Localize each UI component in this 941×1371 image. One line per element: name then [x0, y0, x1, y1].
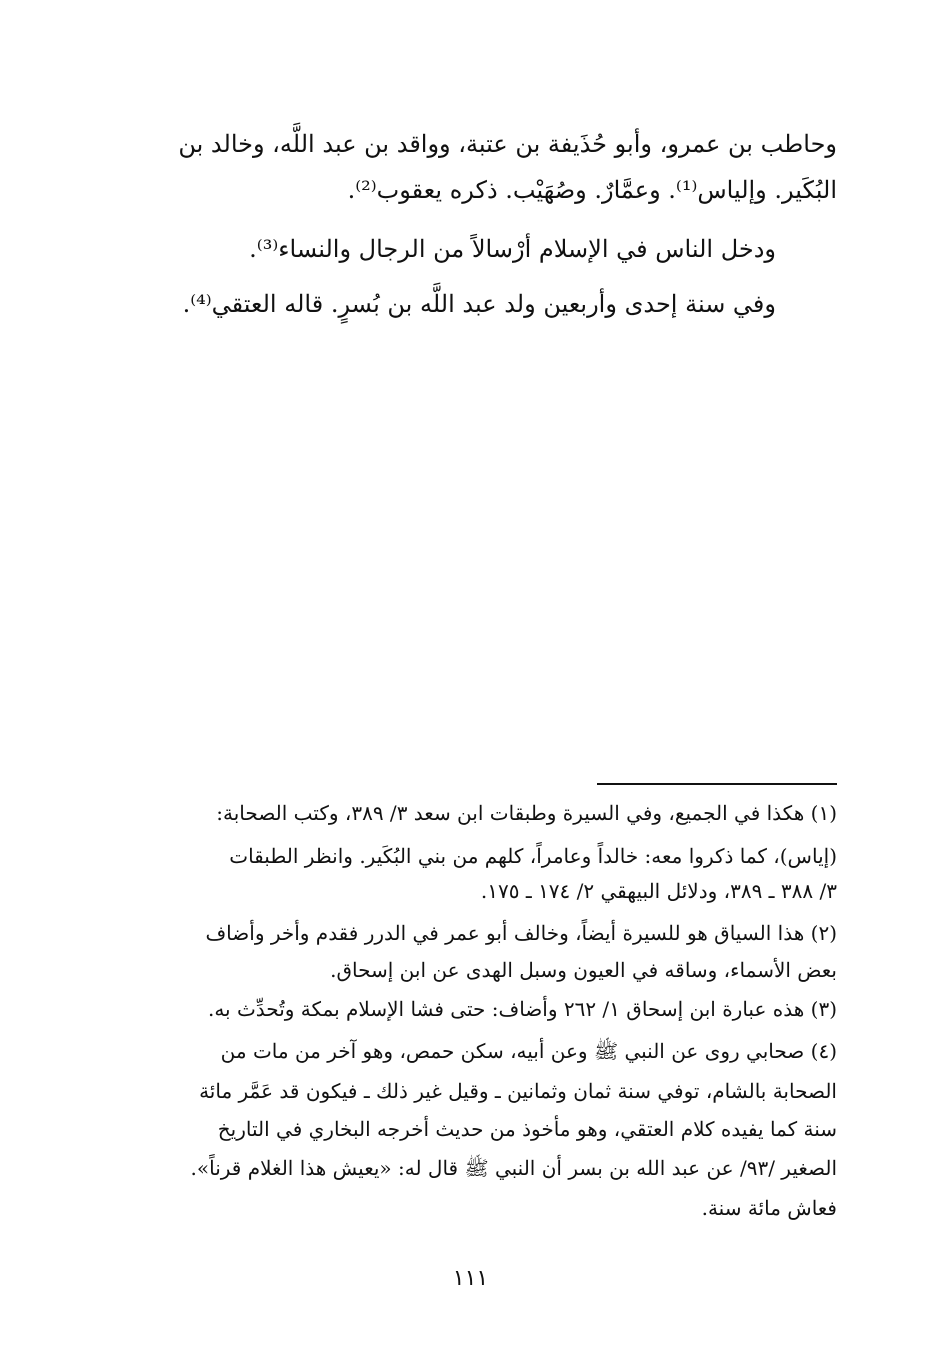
- footnote-2-line-1: (٢) هذا السياق هو للسيرة أيضاً، وخالف أبو عمر في الدرر فقدم وأخر وأضاف: [205, 921, 837, 945]
- footnote-1-line-2: (إياس)، كما ذكروا معه: خالداً وعامراً، كلهم من بني البُكَير. وانظر الطبقات: [229, 844, 837, 868]
- footnote-separator: [597, 783, 837, 785]
- body-line-3: ودخل الناس في الإسلام أرْسالاً من الرجال والنساء⁽³⁾.: [249, 235, 776, 263]
- footnote-4-line-1: (٤) صحابي روى عن النبي ﷺ وعن أبيه، سكن حمص، وهو آخر من مات من: [220, 1039, 837, 1063]
- footnote-4-line-5: فعاش مائة سنة.: [701, 1196, 837, 1220]
- footnote-2-line-2: بعض الأسماء، وساقه في العيون وسبل الهدى عن ابن إسحاق.: [330, 958, 837, 982]
- body-line-4: وفي سنة إحدى وأربعين ولد عبد اللَّه بن بُسرٍ. قاله العتقي⁽⁴⁾.: [182, 290, 776, 318]
- body-line-2: البُكَير. وإلياس⁽¹⁾. وعمَّارٌ. وصُهَيْب. ذكره يعقوب⁽²⁾.: [347, 176, 837, 204]
- footnote-1-line-1: (١) هكذا في الجميع، وفي السيرة وطبقات ابن سعد ٣/ ٣٨٩، وكتب الصحابة:: [216, 801, 837, 825]
- footnote-4-line-2: الصحابة بالشام، توفي سنة ثمان وثمانين ـ وقيل غير ذلك ـ فيكون قد عَمَّر مائة: [199, 1079, 837, 1103]
- page-number: ١١١: [452, 1266, 489, 1291]
- footnote-1-line-3: ٣/ ٣٨٨ ـ ٣٨٩، ودلائل البيهقي ٢/ ١٧٤ ـ ١٧٥.: [480, 879, 837, 903]
- footnote-3-line-1: (٣) هذه عبارة ابن إسحاق ١/ ٢٦٢ وأضاف: حتى فشا الإسلام بمكة وتُحدِّث به.: [207, 997, 837, 1021]
- footnote-4-line-4: الصغير /٩٣/ عن عبد الله بن بسر أن النبي ﷺ قال له: «يعيش هذا الغلام قرناً».: [190, 1156, 837, 1180]
- footnote-4-line-3: سنة كما يفيده كلام العتقي، وهو مأخوذ من حديث أخرجه البخاري في التاريخ: [217, 1117, 837, 1141]
- body-line-1: وحاطب بن عمرو، وأبو حُذَيفة بن عتبة، وواقد بن عبد اللَّه، وخالد بن: [178, 130, 837, 158]
